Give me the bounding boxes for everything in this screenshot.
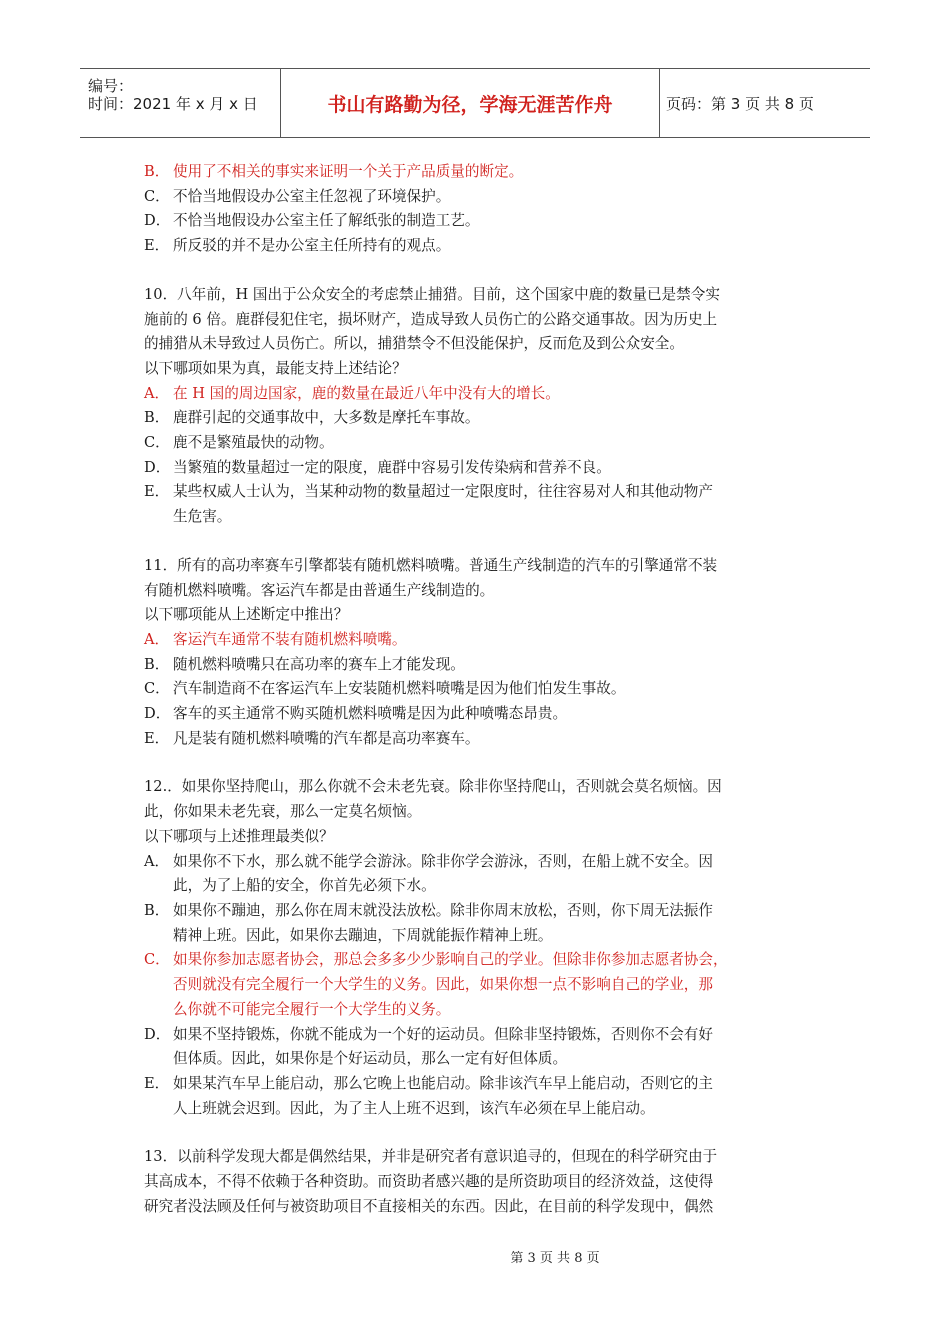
option-a: A． 在 H 国的周边国家，鹿的数量在最近八年中没有大的增长。: [144, 384, 560, 402]
header-meta: [80, 69, 280, 137]
question-stem-line: 研究者没法顾及任何与被资助项目不直接相关的东西。因此，在目前的科学发现中，偶然: [144, 1197, 714, 1215]
option-d: D． 如果不坚持锻炼，你就不能成为一个好的运动员。但除非坚持锻炼，否则你不会有好: [144, 1025, 713, 1043]
question-11: [144, 554, 824, 752]
option-c-continued: 否则就没有完全履行一个大学生的义务。因此，如果你想一点不影响自己的学业，那: [173, 976, 713, 994]
option-a: A． 客运汽车通常不装有随机燃料喷嘴。: [144, 630, 407, 648]
number-label: 编号：: [88, 77, 134, 95]
page-header: [80, 68, 870, 138]
option-a: A． 如果你不下水，那么就不能学会游泳。除非你学会游泳，否则，在船上就不安全。因: [144, 852, 713, 870]
question-stem-line: 有随机燃料喷嘴。客运汽车都是由普通生产线制造的。: [144, 581, 495, 599]
option-a-continued: 此，为了上船的安全，你首先必须下水。: [173, 877, 436, 895]
question-13: [144, 1145, 824, 1219]
question-prompt: 以下哪项与上述推理最类似？: [144, 827, 334, 845]
option-b-continued: 精神上班。因此，如果你去蹦迪，下周就能振作精神上班。: [173, 926, 553, 944]
question-stem-line: 10．八年前，H 国出于公众安全的考虑禁止捕猎。目前，这个国家中鹿的数量已是禁令实: [144, 285, 720, 303]
option-c: C． 不恰当地假设办公室主任忽视了环境保护。: [144, 187, 451, 205]
option-c-continued: 么你就不可能完全履行一个大学生的义务。: [173, 1000, 451, 1018]
header-motto: 书山有路勤为径，学海无涯苦作舟: [280, 69, 660, 137]
question-stem-line: 13．以前科学发现大都是偶然结果，并非是研究者有意识追寻的，但现在的科学研究由于: [144, 1148, 718, 1166]
page-footer: 第 3 页 共 8 页: [510, 1251, 600, 1266]
option-e-continued: 生危害。: [173, 508, 232, 526]
option-e: E． 某些权威人士认为，当某种动物的数量超过一定限度时，往往容易对人和其他动物产: [144, 483, 713, 501]
question-stem-line: 其高成本，不得不依赖于各种资助。而资助者感兴趣的是所资助项目的经济效益，这使得: [144, 1173, 714, 1191]
option-d: D． 当繁殖的数量超过一定的限度，鹿群中容易引发传染病和营养不良。: [144, 458, 611, 476]
question-stem-line: 的捕猎从未导致过人员伤亡。所以，捕猎禁令不但没能保护，反而危及到公众安全。: [144, 335, 684, 353]
date-label: 时间：2021 年 x 月 x 日: [88, 95, 258, 113]
question-stem-line: 11．所有的高功率赛车引擎都装有随机燃料喷嘴。普通生产线制造的汽车的引擎通常不装: [144, 556, 718, 574]
option-b: B． 如果你不蹦迪，那么你在周末就没法放松。除非你周末放松，否则，你下周无法振作: [144, 901, 713, 919]
option-b: B． 随机燃料喷嘴只在高功率的赛车上才能发现。: [144, 655, 465, 673]
question-prompt: 以下哪项能从上述断定中推出？: [144, 606, 349, 624]
option-e-continued: 人上班就会迟到。因此，为了主人上班不迟到，该汽车必须在早上能启动。: [173, 1099, 655, 1117]
option-d-continued: 但体质。因此，如果你是个好运动员，那么一定有好但体质。: [173, 1050, 568, 1068]
option-d: D． 客车的买主通常不购买随机燃料喷嘴是因为此种喷嘴态昂贵。: [144, 705, 568, 723]
question-stem-line: 此，你如果未老先衰，那么一定莫名烦恼。: [144, 803, 422, 821]
question-12: [144, 775, 824, 1121]
option-e: E． 所反驳的并不是办公室主任所持有的观点。: [144, 237, 451, 255]
question-stem-line: 12.．如果你坚持爬山，那么你就不会未老先衰。除非你坚持爬山，否则就会莫名烦恼。因: [144, 778, 722, 796]
question-10: [144, 283, 824, 530]
question-stem-line: 施前的 6 倍。鹿群侵犯住宅，损坏财产，造成导致人员伤亡的公路交通事故。因为历史上: [144, 310, 718, 328]
option-d: D． 不恰当地假设办公室主任了解纸张的制造工艺。: [144, 212, 480, 230]
option-e: E． 凡是装有随机燃料喷嘴的汽车都是高功率赛车。: [144, 729, 480, 747]
question-prompt: 以下哪项如果为真，最能支持上述结论？: [144, 359, 407, 377]
header-page-number: 页码：第 3 页 共 8 页: [666, 94, 814, 113]
option-b: B． 鹿群引起的交通事故中，大多数是摩托车事故。: [144, 409, 480, 427]
document-body: [144, 160, 824, 1219]
option-e: E． 如果某汽车早上能启动，那么它晚上也能启动。除非该汽车早上能启动，否则它的主: [144, 1074, 713, 1092]
question-9-options: [144, 160, 824, 259]
option-c: C． 鹿不是繁殖最快的动物。: [144, 434, 334, 452]
option-c: C． 汽车制造商不在客运汽车上安装随机燃料喷嘴是因为他们怕发生事故。: [144, 680, 626, 698]
option-c: C． 如果你参加志愿者协会，那总会多多少少影响自己的学业。但除非你参加志愿者协会，: [144, 951, 728, 969]
option-b: B． 使用了不相关的事实来证明一个关于产品质量的断定。: [144, 163, 524, 180]
